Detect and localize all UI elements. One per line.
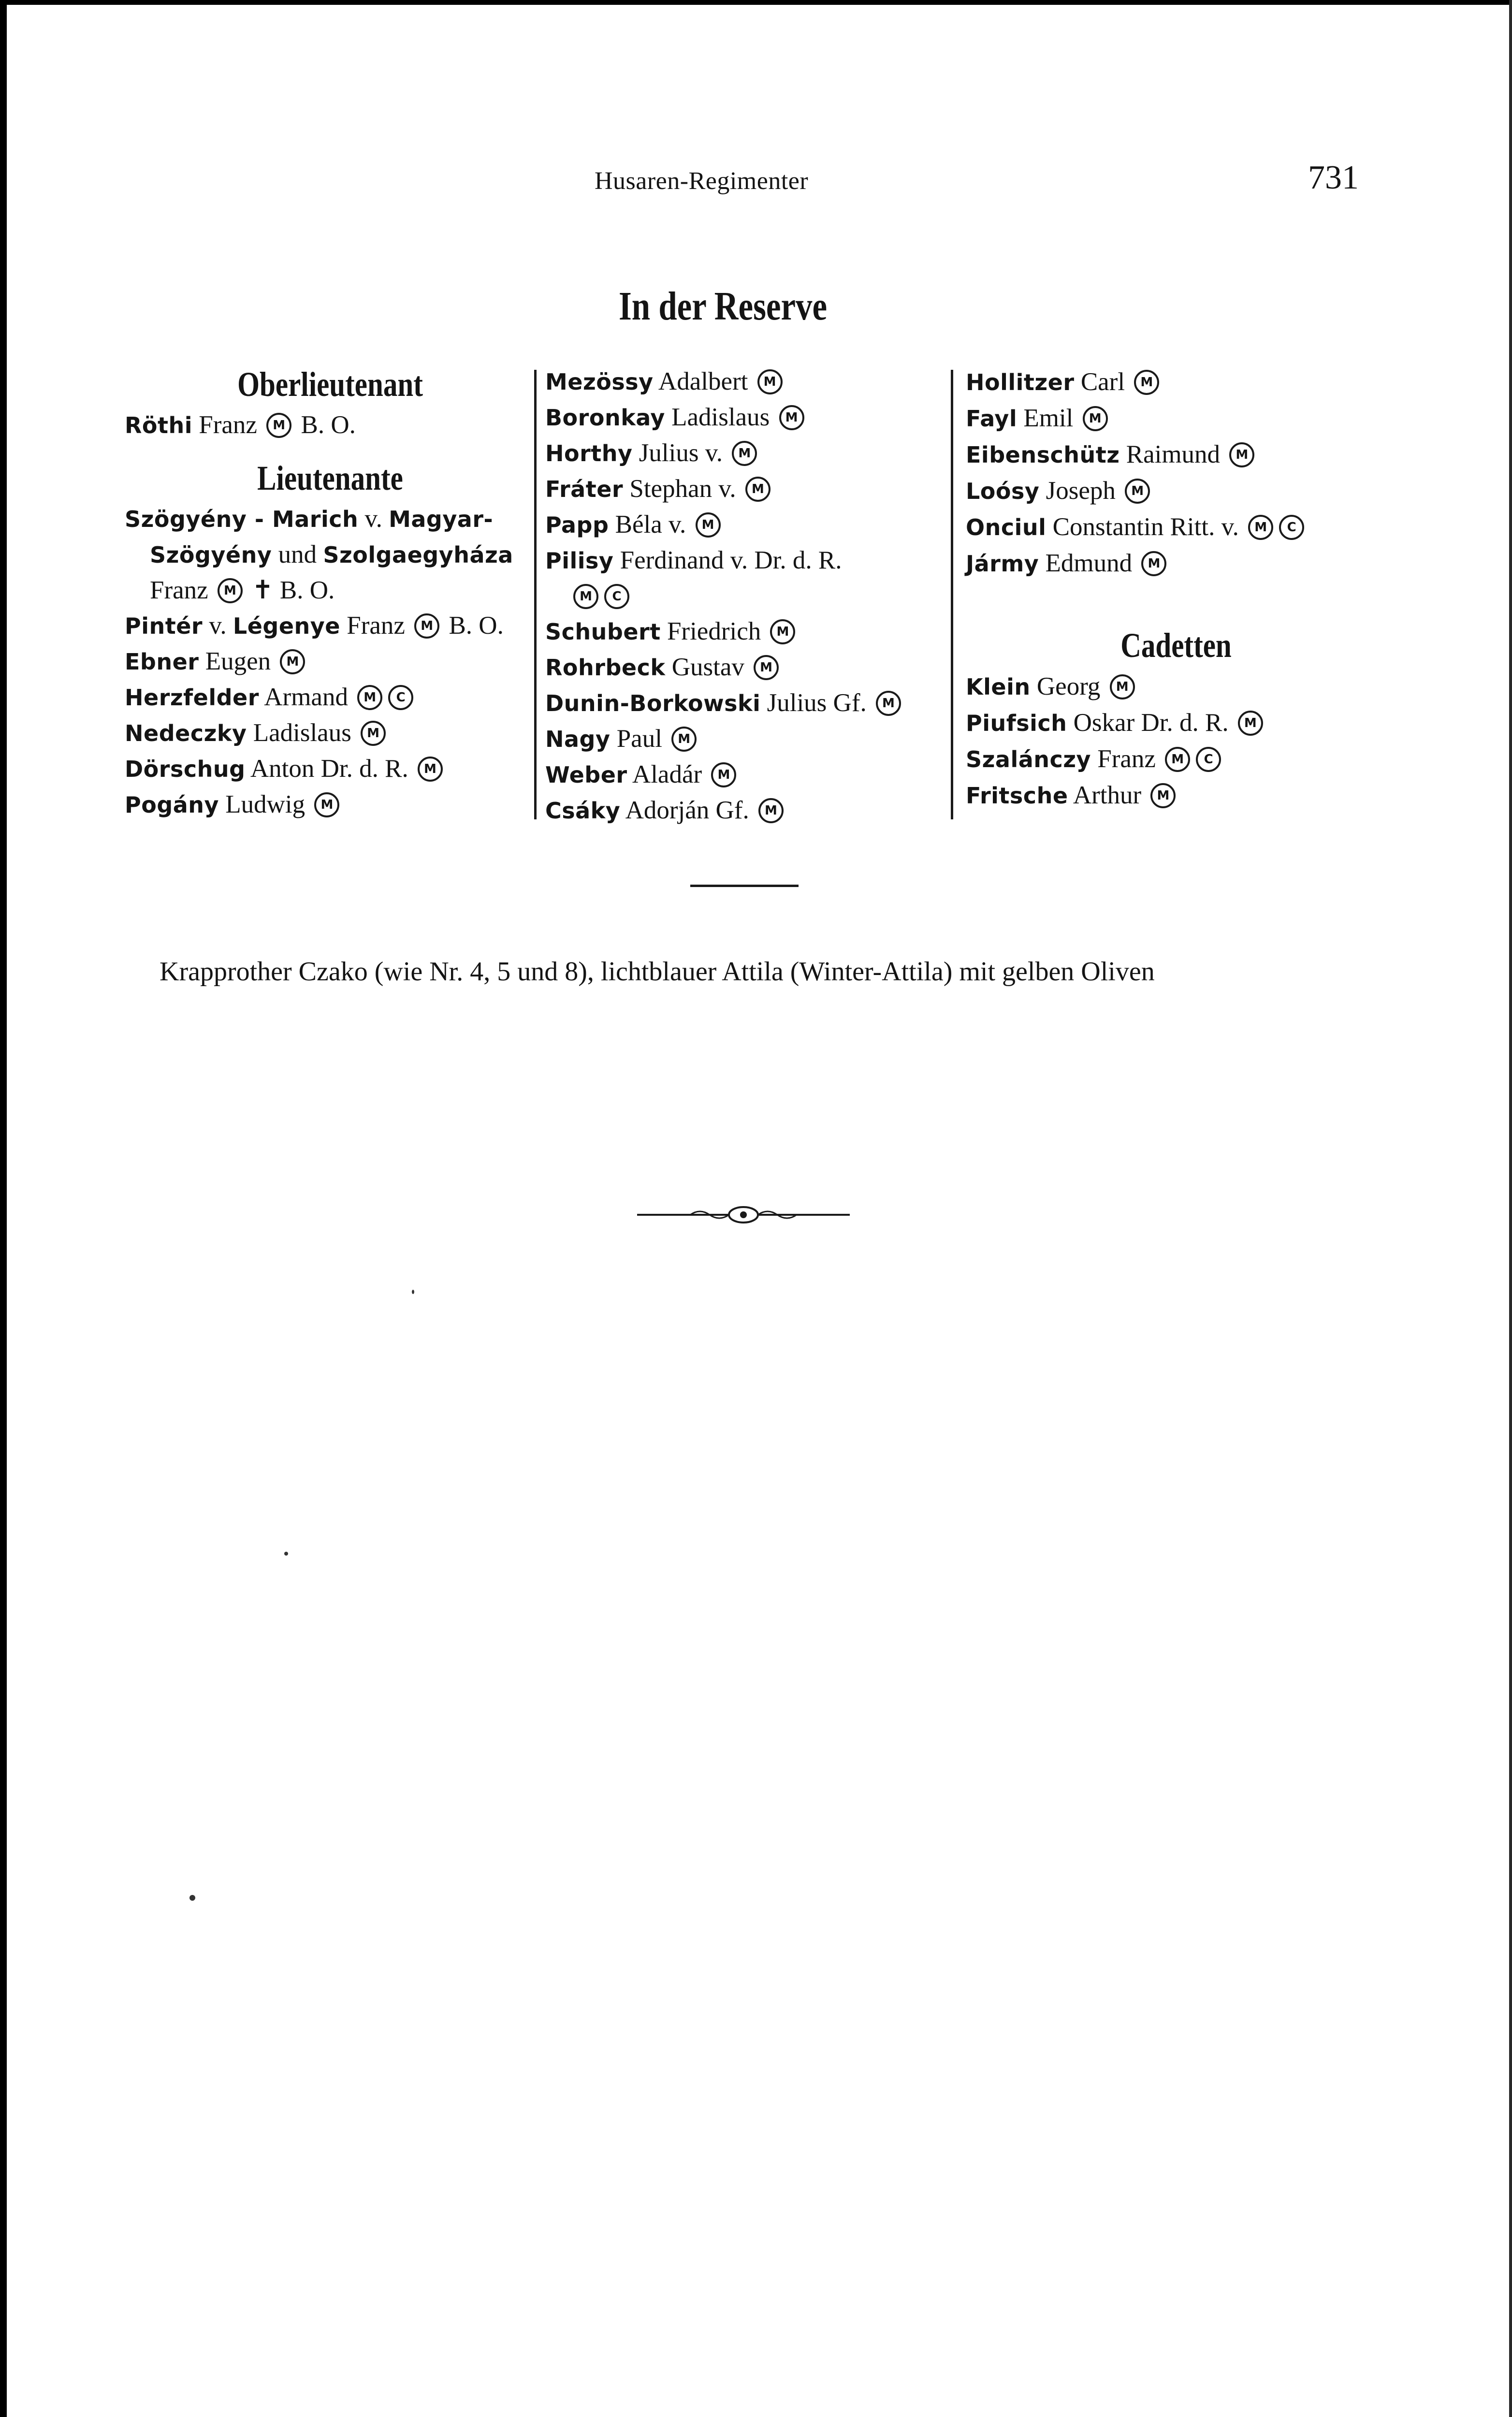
circled-m-icon: M <box>732 441 757 466</box>
circled-m-icon: M <box>266 413 291 438</box>
officer-given-name: Béla v. <box>609 510 693 539</box>
circled-m-icon: M <box>696 512 721 538</box>
officer-given-name: Franz <box>340 612 412 640</box>
officer-surname: Fráter <box>545 476 624 502</box>
ornament-icon <box>637 1203 850 1227</box>
circled-c-icon: C <box>1196 747 1221 772</box>
officer-given-name: Raimund <box>1119 440 1227 468</box>
officer-given-name: Edmund <box>1039 549 1139 577</box>
officer-entry <box>125 608 536 644</box>
officer-given-name: Emil <box>1017 404 1080 432</box>
circled-m-icon: M <box>418 757 443 782</box>
circled-m-icon: M <box>1248 515 1273 540</box>
officer-given-name: Constantin Ritt. v. <box>1046 513 1246 541</box>
officer-entry <box>545 507 942 543</box>
officer-entry <box>125 408 536 443</box>
officer-surname: Schubert <box>545 619 661 645</box>
officer-given-name: Armand <box>259 683 355 711</box>
circled-m-icon: M <box>876 691 901 716</box>
circled-m-icon: M <box>1150 783 1176 808</box>
officer-surname: Szolgaegyháza <box>323 542 513 568</box>
column-divider <box>534 370 537 819</box>
separator-rule <box>690 885 799 887</box>
officer-given-name: Julius v. <box>632 439 729 467</box>
officer-entry <box>545 685 942 721</box>
officer-entry <box>125 501 536 537</box>
officer-surname: Klein <box>966 674 1031 700</box>
circled-m-icon: M <box>218 578 243 603</box>
circled-m-icon: M <box>1083 406 1108 431</box>
officer-surname: Szalánczy <box>966 746 1091 772</box>
officer-entry <box>545 436 942 471</box>
officer-surname: Hollitzer <box>966 369 1075 395</box>
officer-surname: Röthi <box>125 412 193 438</box>
officer-given-name: Ladislaus <box>665 403 776 431</box>
circled-m-icon: M <box>357 685 382 710</box>
officer-surname: Horthy <box>545 440 633 466</box>
officer-given-name: Adorján Gf. <box>620 796 756 824</box>
officer-surname: Weber <box>545 762 627 788</box>
scan-speck <box>189 1895 195 1901</box>
officer-entry <box>966 777 1386 814</box>
officer-given-name: Oskar Dr. d. R. <box>1067 709 1235 737</box>
officer-given-name: v. <box>358 505 389 533</box>
officer-suffix: ✝ B. O. <box>245 576 335 604</box>
officer-surname: Pilisy <box>545 548 614 574</box>
officer-entry <box>125 680 536 715</box>
officer-surname: Jármy <box>966 551 1039 577</box>
scan-edge-right <box>1509 0 1512 2417</box>
scan-speck <box>412 1290 414 1294</box>
officer-entry <box>966 364 1386 400</box>
officer-entry <box>966 509 1386 545</box>
officer-entry <box>545 614 942 650</box>
circled-c-icon: C <box>604 584 629 609</box>
officer-entry <box>125 787 536 823</box>
officer-surname: Dunin-Borkowski <box>545 690 761 716</box>
officer-entry <box>125 537 536 573</box>
scan-speck <box>284 1552 288 1556</box>
officer-given-name: Franz <box>1091 745 1163 773</box>
officer-entry <box>545 364 942 400</box>
officer-surname: Mezössy <box>545 369 654 395</box>
officer-given-name: Ferdinand v. Dr. d. R. <box>613 546 842 574</box>
officer-given-name: v. <box>203 612 233 640</box>
officer-surname: Piufsich <box>966 710 1067 736</box>
rank-heading: Cadetten <box>1120 626 1232 665</box>
officer-given-name: Franz <box>192 411 264 439</box>
officer-surname: Légenye <box>233 613 340 639</box>
officer-entry <box>966 669 1386 705</box>
circled-m-icon: M <box>280 649 305 674</box>
officer-surname: Dörschug <box>125 756 246 782</box>
officer-given-name: Eugen <box>199 647 277 675</box>
officer-given-name: Julius Gf. <box>760 689 873 717</box>
officer-entry <box>966 545 1386 582</box>
officer-surname: Csáky <box>545 798 621 824</box>
officer-suffix: B. O. <box>294 411 356 439</box>
circled-m-icon: M <box>757 369 783 394</box>
circled-m-icon: M <box>1229 442 1254 467</box>
officer-surname: Nagy <box>545 726 611 752</box>
circled-m-icon: M <box>754 655 779 680</box>
officer-entry <box>545 471 942 507</box>
page-number: 731 <box>1308 159 1359 196</box>
rank-heading: Oberlieutenant <box>237 365 423 404</box>
circled-m-icon: M <box>414 613 439 639</box>
officer-entry <box>545 543 942 579</box>
officer-entry <box>966 400 1386 437</box>
officer-given-name: Joseph <box>1039 477 1122 505</box>
officer-surname: Herzfelder <box>125 684 259 711</box>
circled-m-icon: M <box>1141 551 1166 576</box>
column-3 <box>966 355 1386 814</box>
circled-m-icon: M <box>671 727 697 752</box>
officer-surname: Szögyény <box>150 542 272 568</box>
officer-given-name: Aladár <box>627 760 709 788</box>
circled-m-icon: M <box>711 762 736 787</box>
officer-entry <box>125 644 536 680</box>
officer-surname: Boronkay <box>545 405 665 431</box>
uniform-description: Krapprother Czako (wie Nr. 4, 5 und 8), lichtblauer Attila (Winter-Attila) mit gelben Oliven <box>160 957 1155 987</box>
circled-m-icon: M <box>779 405 804 430</box>
officer-surname: Nedeczky <box>125 720 247 746</box>
officer-given-name: Georg <box>1030 672 1107 700</box>
officer-entry <box>966 741 1386 777</box>
officer-entry <box>545 400 942 436</box>
officer-surname: Rohrbeck <box>545 655 666 681</box>
officer-given-name: Paul <box>610 725 669 753</box>
circled-m-icon: M <box>758 798 784 823</box>
officer-surname: Fritsche <box>966 783 1068 809</box>
rank-heading: Lieutenante <box>257 459 403 497</box>
officer-surname: Loósy <box>966 478 1040 504</box>
circled-m-icon: M <box>745 477 771 502</box>
circled-c-icon: C <box>388 685 413 710</box>
officer-entry <box>545 650 942 685</box>
officer-surname: Ebner <box>125 649 199 675</box>
circled-m-icon: M <box>770 619 795 644</box>
circled-m-icon: M <box>573 584 598 609</box>
officer-entry <box>125 751 536 787</box>
officer-given-name: Stephan v. <box>623 475 742 503</box>
officer-given-name: Arthur <box>1068 781 1148 809</box>
column-2 <box>545 355 942 829</box>
officer-entry <box>125 573 536 608</box>
circled-m-icon: M <box>1110 674 1135 699</box>
officer-surname: Pogány <box>125 792 219 818</box>
circled-m-icon: M <box>1238 711 1263 736</box>
officer-surname: Onciul <box>966 514 1047 540</box>
running-head: Husaren-Regimenter <box>595 167 809 195</box>
circled-m-icon: M <box>1134 370 1159 395</box>
officer-given-name: Gustav <box>665 653 751 681</box>
officer-surname: Papp <box>545 512 609 538</box>
officer-surname: Szögyény - Marich <box>125 506 359 532</box>
officer-given-name: Friedrich <box>660 617 768 645</box>
officer-suffix: B. O. <box>442 612 504 640</box>
officer-entry <box>545 757 942 793</box>
scan-edge-left <box>0 0 7 2417</box>
scan-edge-top <box>0 0 1512 5</box>
officer-surname: Pintér <box>125 613 203 639</box>
officer-entry <box>966 705 1386 741</box>
officer-entry <box>545 579 942 614</box>
section-title: In der Reserve <box>619 284 828 329</box>
officer-entry <box>966 437 1386 473</box>
officer-given-name: Anton Dr. d. R. <box>245 755 415 783</box>
column-1 <box>125 355 536 823</box>
circled-c-icon: C <box>1279 515 1304 540</box>
officer-given-name: Franz <box>150 576 215 604</box>
officer-given-name: und <box>272 540 323 568</box>
column-divider <box>951 370 953 819</box>
officer-given-name: Adalbert <box>653 367 755 395</box>
circled-m-icon: M <box>1165 747 1190 772</box>
officer-entry <box>545 721 942 757</box>
officer-entry <box>966 473 1386 509</box>
officer-given-name: Carl <box>1074 368 1132 396</box>
circled-m-icon: M <box>314 792 339 817</box>
officer-surname: Magyar- <box>389 506 494 532</box>
officer-surname: Fayl <box>966 406 1018 432</box>
officer-given-name: Ladislaus <box>247 719 358 747</box>
officer-entry <box>125 715 536 751</box>
circled-m-icon: M <box>1125 479 1150 504</box>
officer-given-name: Ludwig <box>219 790 312 818</box>
circled-m-icon: M <box>361 721 386 746</box>
officer-entry <box>545 793 942 829</box>
officer-surname: Eibenschütz <box>966 442 1120 468</box>
